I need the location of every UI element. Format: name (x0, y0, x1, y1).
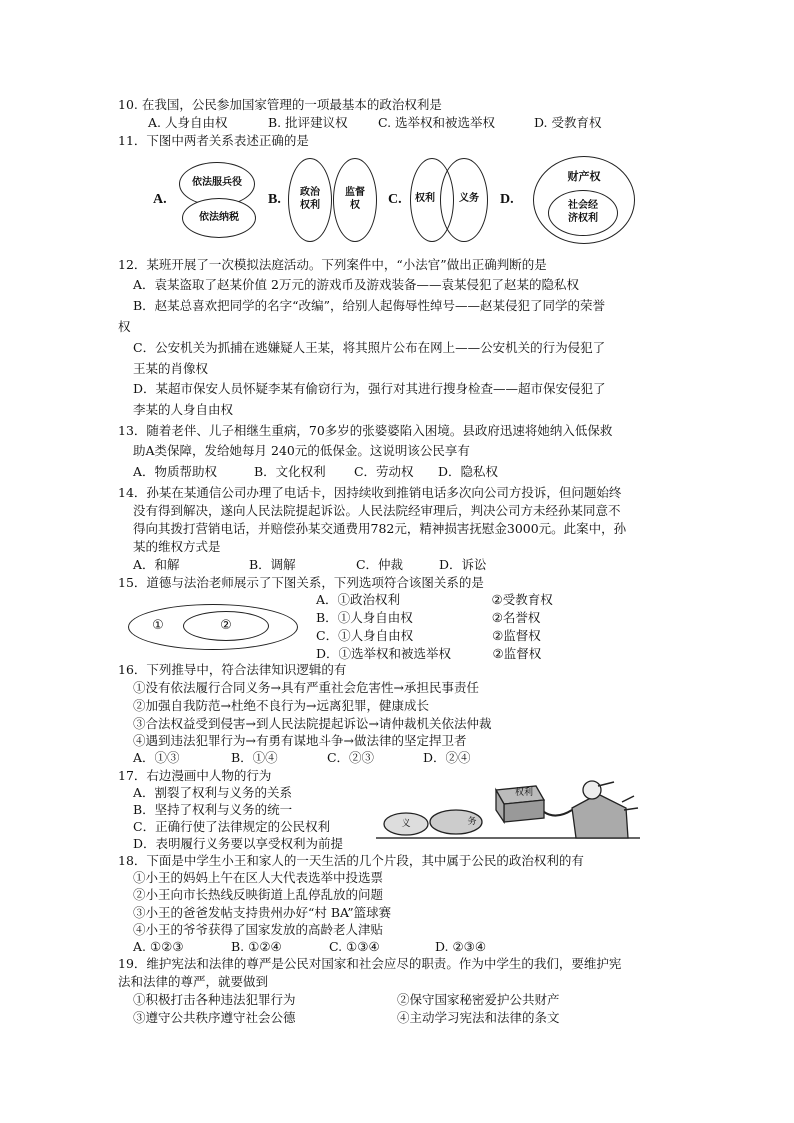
q15-row-b: B．①人身自由权 ②名誉权 (316, 610, 541, 625)
q12-option-d-cont: 李某的人身自由权 (133, 402, 234, 417)
q19-items-row-1 (133, 991, 560, 1008)
q11-a-outer-label: 依法服兵役 (192, 177, 242, 188)
q18-item-3: ③小王的爸爸发帖支持贵州办好“村 BA”篮球赛 (133, 905, 392, 920)
q18-option-c: C. ①③④ (328, 939, 380, 954)
q11-letter-d: D. (500, 192, 514, 207)
q11-d-inner-label: 社会经 济权利 (568, 200, 598, 224)
q10-option-a: A. 人身自由权 (148, 115, 228, 130)
q18-option-d: D. ②③④ (434, 939, 487, 954)
q18-item-1: ①小王的妈妈上午在区人大代表选举中投选票 (133, 870, 384, 885)
cartoon-left-label: 义 (401, 819, 411, 829)
q16-item-3: ③合法权益受到侵害→到人民法院提起诉讼→请仲裁机关依法仲裁 (133, 716, 492, 731)
q12-option-b: B．赵某总喜欢把同学的名字“改编”，给别人起侮辱性绰号——赵某侵犯了同学的荣誉 (133, 298, 605, 313)
q19-stem-cont: 法和法律的尊严，就要做到 (118, 974, 269, 989)
q10-option-d: D. 受教育权 (533, 115, 602, 130)
q14-options (133, 556, 486, 573)
q18-item-2: ②小王向市长热线反映街道上乱停乱放的问题 (133, 887, 384, 902)
cartoon-box-label: 权利 (514, 788, 533, 798)
q18-item-4: ④小王的爷爷获得了国家发放的高龄老人津贴 (133, 922, 384, 937)
q13-option-c: C．劳动权 (353, 464, 414, 479)
q17-option-b: B．坚持了权利与义务的统一 (133, 802, 293, 817)
q10-stem: 10. 在我国，公民参加国家管理的一项最基本的政治权利是 (118, 97, 442, 112)
q17-option-c: C．正确行使了法律规定的公民权利 (133, 819, 331, 834)
q13-option-d: D．隐私权 (437, 464, 498, 479)
q13-option-a: A．物质帮助权 (133, 464, 218, 479)
q14-option-b: B．调解 (248, 557, 296, 572)
q11-a-inner-label: 依法纳税 (199, 212, 239, 223)
q11-c-left-label: 权利 (415, 193, 435, 204)
q19-item-4: ④主动学习宪法和法律的条文 (396, 1010, 560, 1025)
q14-option-c: C．仲裁 (355, 557, 404, 572)
q13-option-b: B．文化权利 (253, 464, 326, 479)
q10-option-b: B. 批评建议权 (267, 115, 348, 130)
q11-b-right-label: 监督 权 (345, 187, 365, 211)
q10-option-c: C. 选举权和被选举权 (377, 115, 496, 130)
q16-option-c: C．②③ (326, 750, 375, 765)
q12-option-c-cont: 王某的肖像权 (133, 361, 209, 376)
q14-stem: 14．孙某在某通信公司办理了电话卡，因持续收到推销电话多次向公司方投诉，但问题始终 (118, 485, 622, 500)
q17-stem: 17．右边漫画中人物的行为 (118, 768, 272, 783)
cartoon-mid-label: 务 (467, 817, 477, 827)
q11-letter-b: B. (268, 192, 281, 207)
q16-item-1: ①没有依法履行合同义务→具有严重社会危害性→承担民事责任 (133, 680, 479, 695)
q11-stem: 11．下图中两者关系表述正确的是 (118, 133, 309, 148)
q11-b-left-label: 政治 权利 (300, 187, 320, 211)
q19-item-1: ①积极打击各种违法犯罪行为 (133, 992, 296, 1007)
cartoon-figure-icon (376, 780, 640, 850)
q19-items-row-2 (133, 1009, 560, 1026)
q12-option-a: A．袁某盗取了赵某价值 2万元的游戏币及游戏装备——袁某侵犯了赵某的隐私权 (133, 277, 579, 292)
q17-option-d: D．表明履行义务要以享受权利为前提 (133, 836, 344, 851)
q16-item-2: ②加强自我防范→杜绝不良行为→远离犯罪，健康成长 (133, 698, 429, 713)
q16-options (133, 749, 470, 766)
q11-letter-c: C. (388, 192, 402, 207)
q17-option-a: A．割裂了权利与义务的关系 (133, 785, 293, 800)
q12-option-c: C．公安机关为抓捕在逃嫌疑人王某，将其照片公布在网上——公安机关的行为侵犯了 (133, 340, 606, 355)
q15-inner-label: ② (220, 618, 232, 633)
q14-option-d: D．诉讼 (438, 557, 487, 572)
q12-option-d: D．某超市保安人员怀疑李某有偷窃行为，强行对其进行搜身检查——超市保安侵犯了 (133, 381, 606, 396)
q15-row-d: D．①选举权和被选举权 ②监督权 (316, 646, 542, 661)
q19-item-2: ②保守国家秘密爱护公共财产 (396, 992, 560, 1007)
q15-outer-label: ① (152, 618, 164, 633)
q12-option-b-cont: 权 (118, 319, 131, 334)
q11-letter-a: A. (153, 192, 167, 207)
q13-options (133, 463, 498, 480)
q14-stem-cont-2: 得向其拨打营销电话，并赔偿孙某交通费用782元，精神损害抚慰金3000元。此案中，孙 (133, 521, 627, 536)
q16-option-b: B．①④ (230, 750, 278, 765)
q19-stem: 19．维护宪法和法律的尊严是公民对国家和社会应尽的职责。作为中学生的我们，要维护宪 (118, 956, 622, 971)
q14-stem-cont-3: 某的维权方式是 (133, 539, 221, 554)
q18-option-a: A. ①②③ (133, 939, 184, 954)
q18-options (133, 938, 486, 955)
q15-stem: 15．道德与法治老师展示了下图关系，下列选项符合该图关系的是 (118, 575, 484, 590)
q16-stem: 16．下列推导中，符合法律知识逻辑的有 (118, 662, 347, 677)
q16-option-a: A．①③ (133, 750, 180, 765)
q10-options (148, 114, 601, 131)
q17-cartoon (376, 780, 640, 850)
q16-item-4: ④遇到违法犯罪行为→有勇有谋地斗争→做法律的坚定捍卫者 (133, 733, 467, 748)
q19-item-3: ③遵守公共秩序遵守社会公德 (133, 1010, 296, 1025)
q15-row-a: A．①政治权利 ②受教育权 (316, 592, 553, 607)
q13-stem-cont: 助A类保障，发给她每月 240元的低保金。这说明该公民享有 (133, 443, 470, 458)
q12-stem: 12．某班开展了一次模拟法庭活动。下列案件中，“小法官”做出正确判断的是 (118, 257, 547, 272)
q14-stem-cont-1: 没有得到解决，遂向人民法院提起诉讼。人民法院经审理后，判决公司方未经孙某同意不 (133, 503, 621, 518)
q13-stem: 13．随着老伴、儿子相继生重病，70多岁的张婆婆陷入困境。县政府迅速将她纳入低保救 (118, 423, 613, 438)
q11-c-right-label: 义务 (459, 193, 479, 204)
q18-option-b: B. ①②④ (230, 939, 282, 954)
q14-option-a: A．和解 (133, 557, 180, 572)
q15-row-c: C．①人身自由权 ②监督权 (316, 628, 541, 643)
q11-d-outer-label: 财产权 (567, 170, 601, 183)
q16-option-d: D．②④ (422, 750, 471, 765)
q18-stem: 18．下面是中学生小王和家人的一天生活的几个片段，其中属于公民的政治权利的有 (118, 853, 584, 868)
